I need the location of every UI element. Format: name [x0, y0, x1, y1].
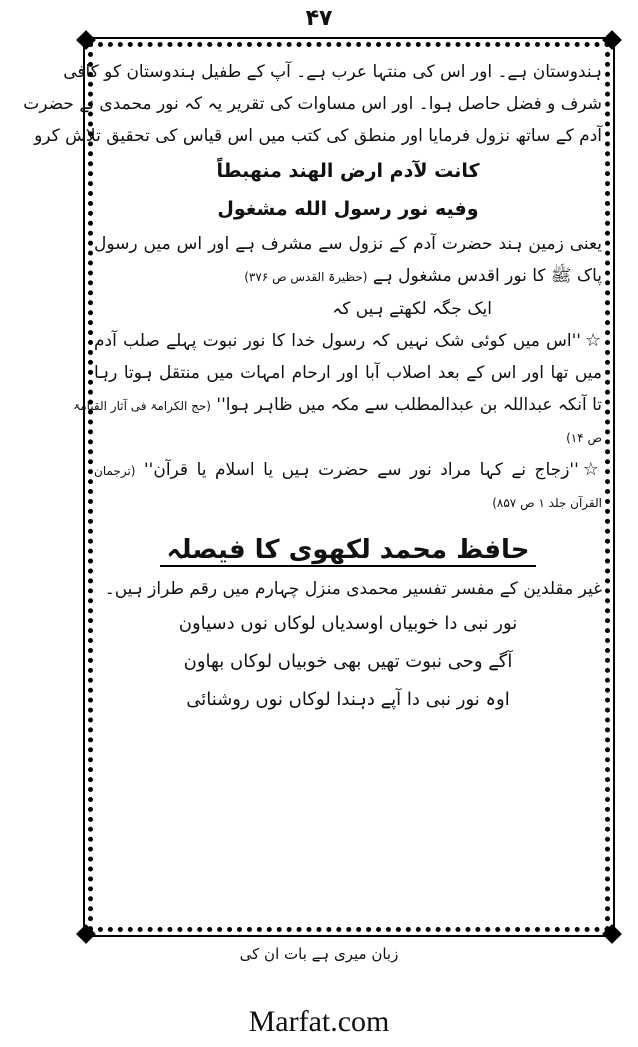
section-heading: حافظ محمد لکھوی کا فیصلہ	[94, 527, 602, 573]
star-icon: ☆	[584, 330, 603, 351]
heading-intro: غیر مقلدین کے مفسر تفسیر محمدی منزل چہارم میں رقم طراز ہیں۔	[104, 579, 602, 599]
arabic-verse: وفيه نور رسول الله مشغول	[217, 198, 479, 220]
body-line: ہندوستان ہے۔ اور اس کی منتہا عرب ہے۔ آپ کے طفیل ہندوستان کو کافی	[63, 62, 602, 82]
quote-text: تا آنکہ عبداللہ بن عبدالمطلب سے مکہ میں ظاہر ہوا''	[216, 395, 602, 415]
translation-text: پاک ﷺ کا نور اقدس مشغول ہے	[372, 266, 602, 286]
quote-line	[73, 389, 602, 422]
quote-text: ''زجاج نے کہا مراد نور سے حضرت ہیں یا اسلام یا قرآن''	[144, 460, 579, 480]
page-number: ۴۷	[305, 6, 333, 31]
corner-ornament	[602, 30, 622, 50]
page-body	[23, 56, 603, 926]
citation: (ترجمان	[94, 464, 136, 478]
quote-line	[94, 454, 602, 487]
corner-ornament	[76, 924, 96, 944]
punjabi-verse: اوہ نور نبی دا آپے دہندا لوکاں نوں روشنائی	[186, 689, 510, 710]
page-caption: زبان میری ہے بات ان کی	[239, 945, 399, 963]
citation: (حج الکرامۃ فی آثار القیامۃ	[73, 399, 211, 413]
translation-line	[94, 260, 602, 293]
body-line: آدم کے ساتھ نزول فرمایا اور منطق کی کتب میں اس قیاس کی تحقیق تلاش کرو	[34, 126, 602, 146]
citation: ص ۱۴)	[566, 431, 602, 445]
body-line: شرف و فضل حاصل ہوا۔ اور اس مساوات کی تقریر یہ کہ نور محمدی نے حضرت	[23, 94, 602, 114]
quote-text: ''اس میں کوئی شک نہیں کہ رسول خدا کا نور نبوت پہلے صلب آدم	[94, 331, 581, 351]
arabic-verse: كانت لآدم ارض الهند منهبطاً	[216, 160, 480, 182]
star-icon: ☆	[582, 459, 603, 480]
quote-line: میں تھا اور اس کے بعد اصلاب آبا اور ارحام امہات میں منتقل ہوتا رہا	[94, 363, 602, 383]
translation-line: یعنی زمین ہند حضرت آدم کے نزول سے مشرف ہے اور اس میں رسول	[94, 234, 602, 254]
corner-ornament	[602, 924, 622, 944]
citation: القرآن جلد ۱ ص ۸۵۷)	[492, 496, 602, 510]
punjabi-verse: نور نبی دا خوبیاں اوسدیاں لوکاں نوں دسیاون	[178, 613, 518, 634]
watermark-footer: Marfat.com	[248, 1005, 390, 1038]
corner-ornament	[76, 30, 96, 50]
intro-line: ایک جگہ لکھتے ہیں کہ	[332, 299, 492, 319]
citation: (حظیرۃ القدس ص ۳۷۶)	[244, 270, 368, 284]
punjabi-verse: آگے وحی نبوت تھیں بھی خوبیاں لوکاں بھاون	[183, 651, 513, 672]
quote-line	[94, 325, 602, 357]
